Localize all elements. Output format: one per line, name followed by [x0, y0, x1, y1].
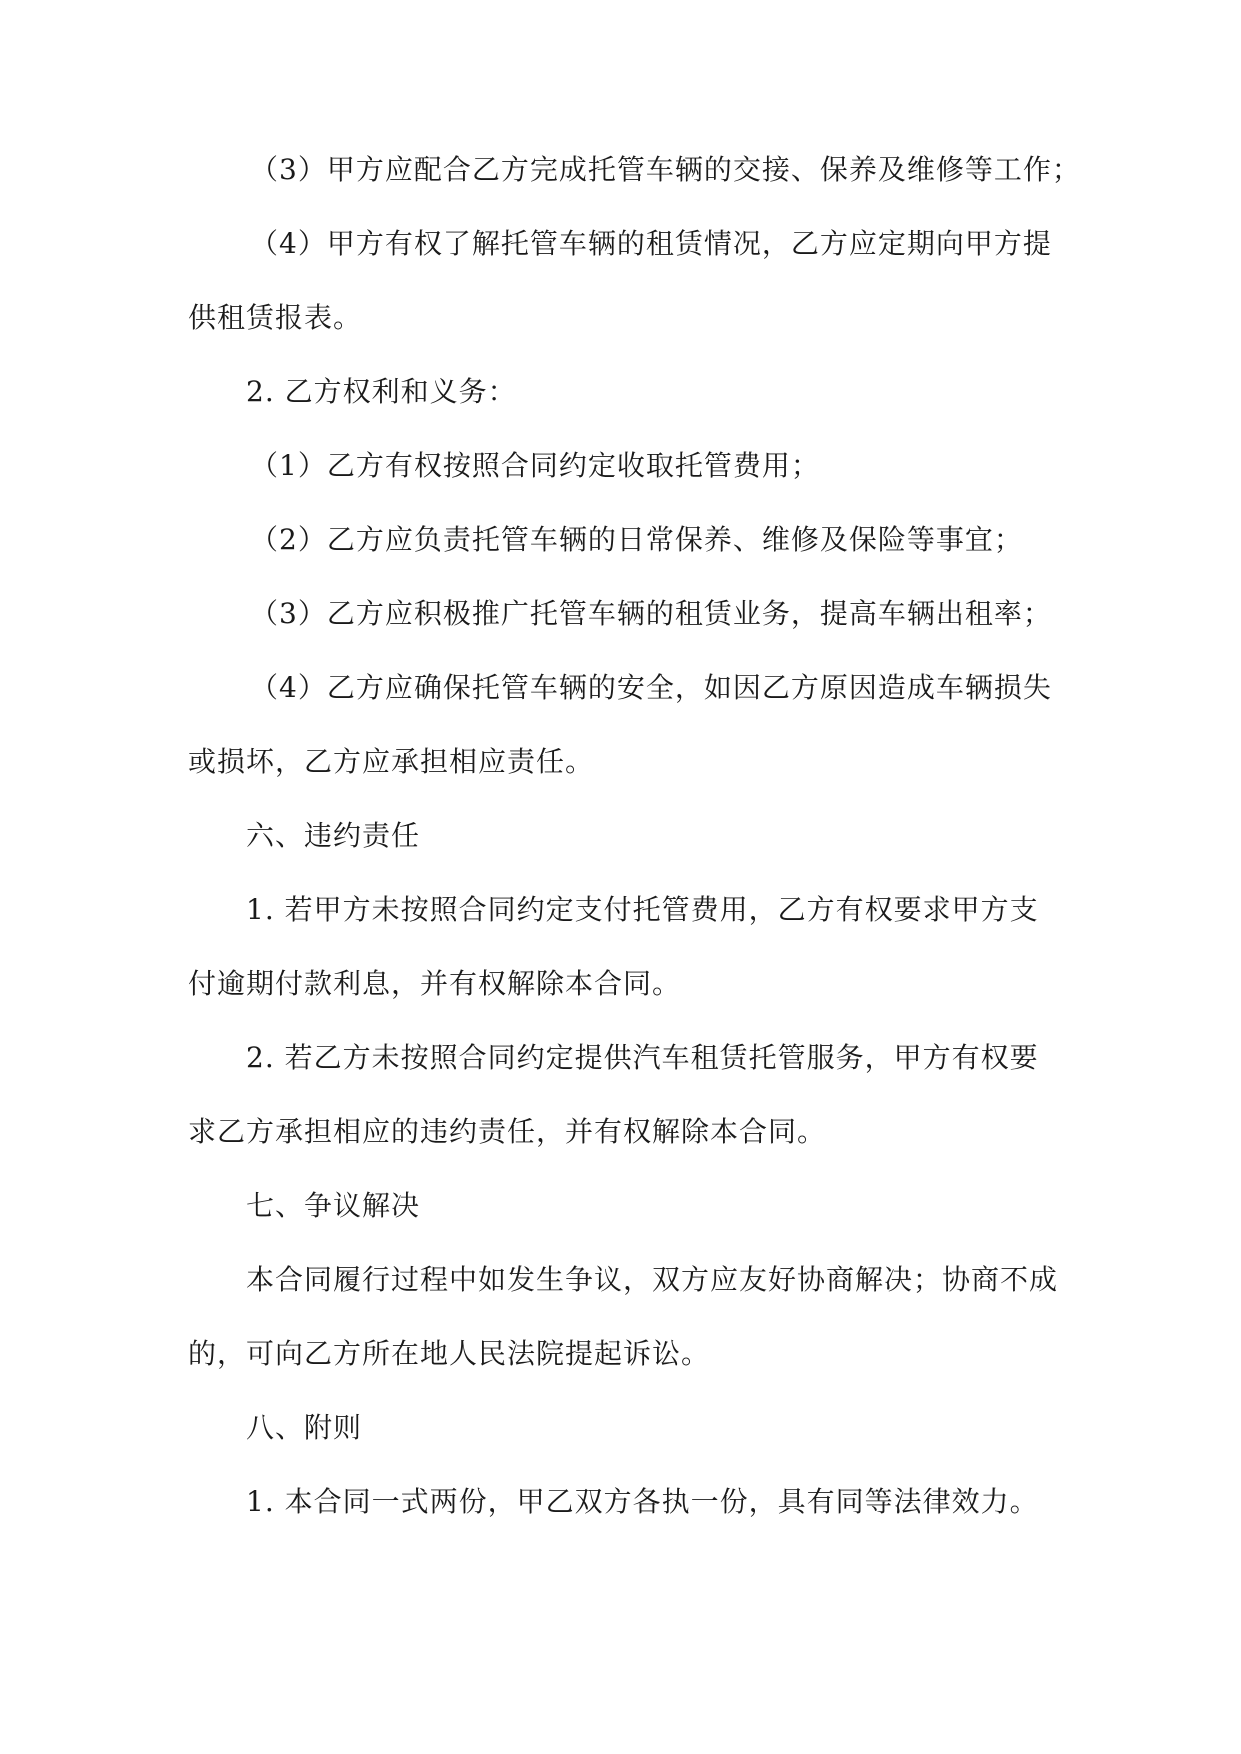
- paragraph-line: 付逾期付款利息，并有权解除本合同。: [188, 967, 682, 1000]
- paragraph-line: 求乙方承担相应的违约责任，并有权解除本合同。: [188, 1115, 827, 1148]
- paragraph-line: （1）乙方有权按照合同约定收取托管费用；: [250, 449, 820, 482]
- section-heading: 八、附则: [246, 1411, 363, 1444]
- paragraph-line: （2）乙方应负责托管车辆的日常保养、维修及保险等事宜；: [250, 523, 1023, 556]
- paragraph-line: （4）甲方有权了解托管车辆的租赁情况，乙方应定期向甲方提: [250, 227, 1052, 260]
- paragraph-line: 或损坏，乙方应承担相应责任。: [188, 745, 595, 778]
- paragraph-line: （3）乙方应积极推广托管车辆的租赁业务，提高车辆出租率；: [250, 597, 1052, 630]
- section-heading: 六、违约责任: [246, 819, 421, 852]
- paragraph-line: 供租赁报表。: [188, 301, 363, 334]
- paragraph-line: 本合同履行过程中如发生争议，双方应友好协商解决；协商不成: [246, 1263, 1059, 1296]
- paragraph-line: 的，可向乙方所在地人民法院提起诉讼。: [188, 1337, 711, 1370]
- section-heading: 七、争议解决: [246, 1189, 421, 1222]
- section-subheading: 2. 乙方权利和义务：: [246, 375, 517, 408]
- paragraph-line: 1. 本合同一式两份，甲乙双方各执一份，具有同等法律效力。: [246, 1485, 1039, 1518]
- paragraph-line: 1. 若甲方未按照合同约定支付托管费用，乙方有权要求甲方支: [246, 893, 1039, 926]
- paragraph-line: （3）甲方应配合乙方完成托管车辆的交接、保养及维修等工作；: [250, 153, 1081, 186]
- paragraph-line: 2. 若乙方未按照合同约定提供汽车租赁托管服务，甲方有权要: [246, 1041, 1039, 1074]
- paragraph-line: （4）乙方应确保托管车辆的安全，如因乙方原因造成车辆损失: [250, 671, 1052, 704]
